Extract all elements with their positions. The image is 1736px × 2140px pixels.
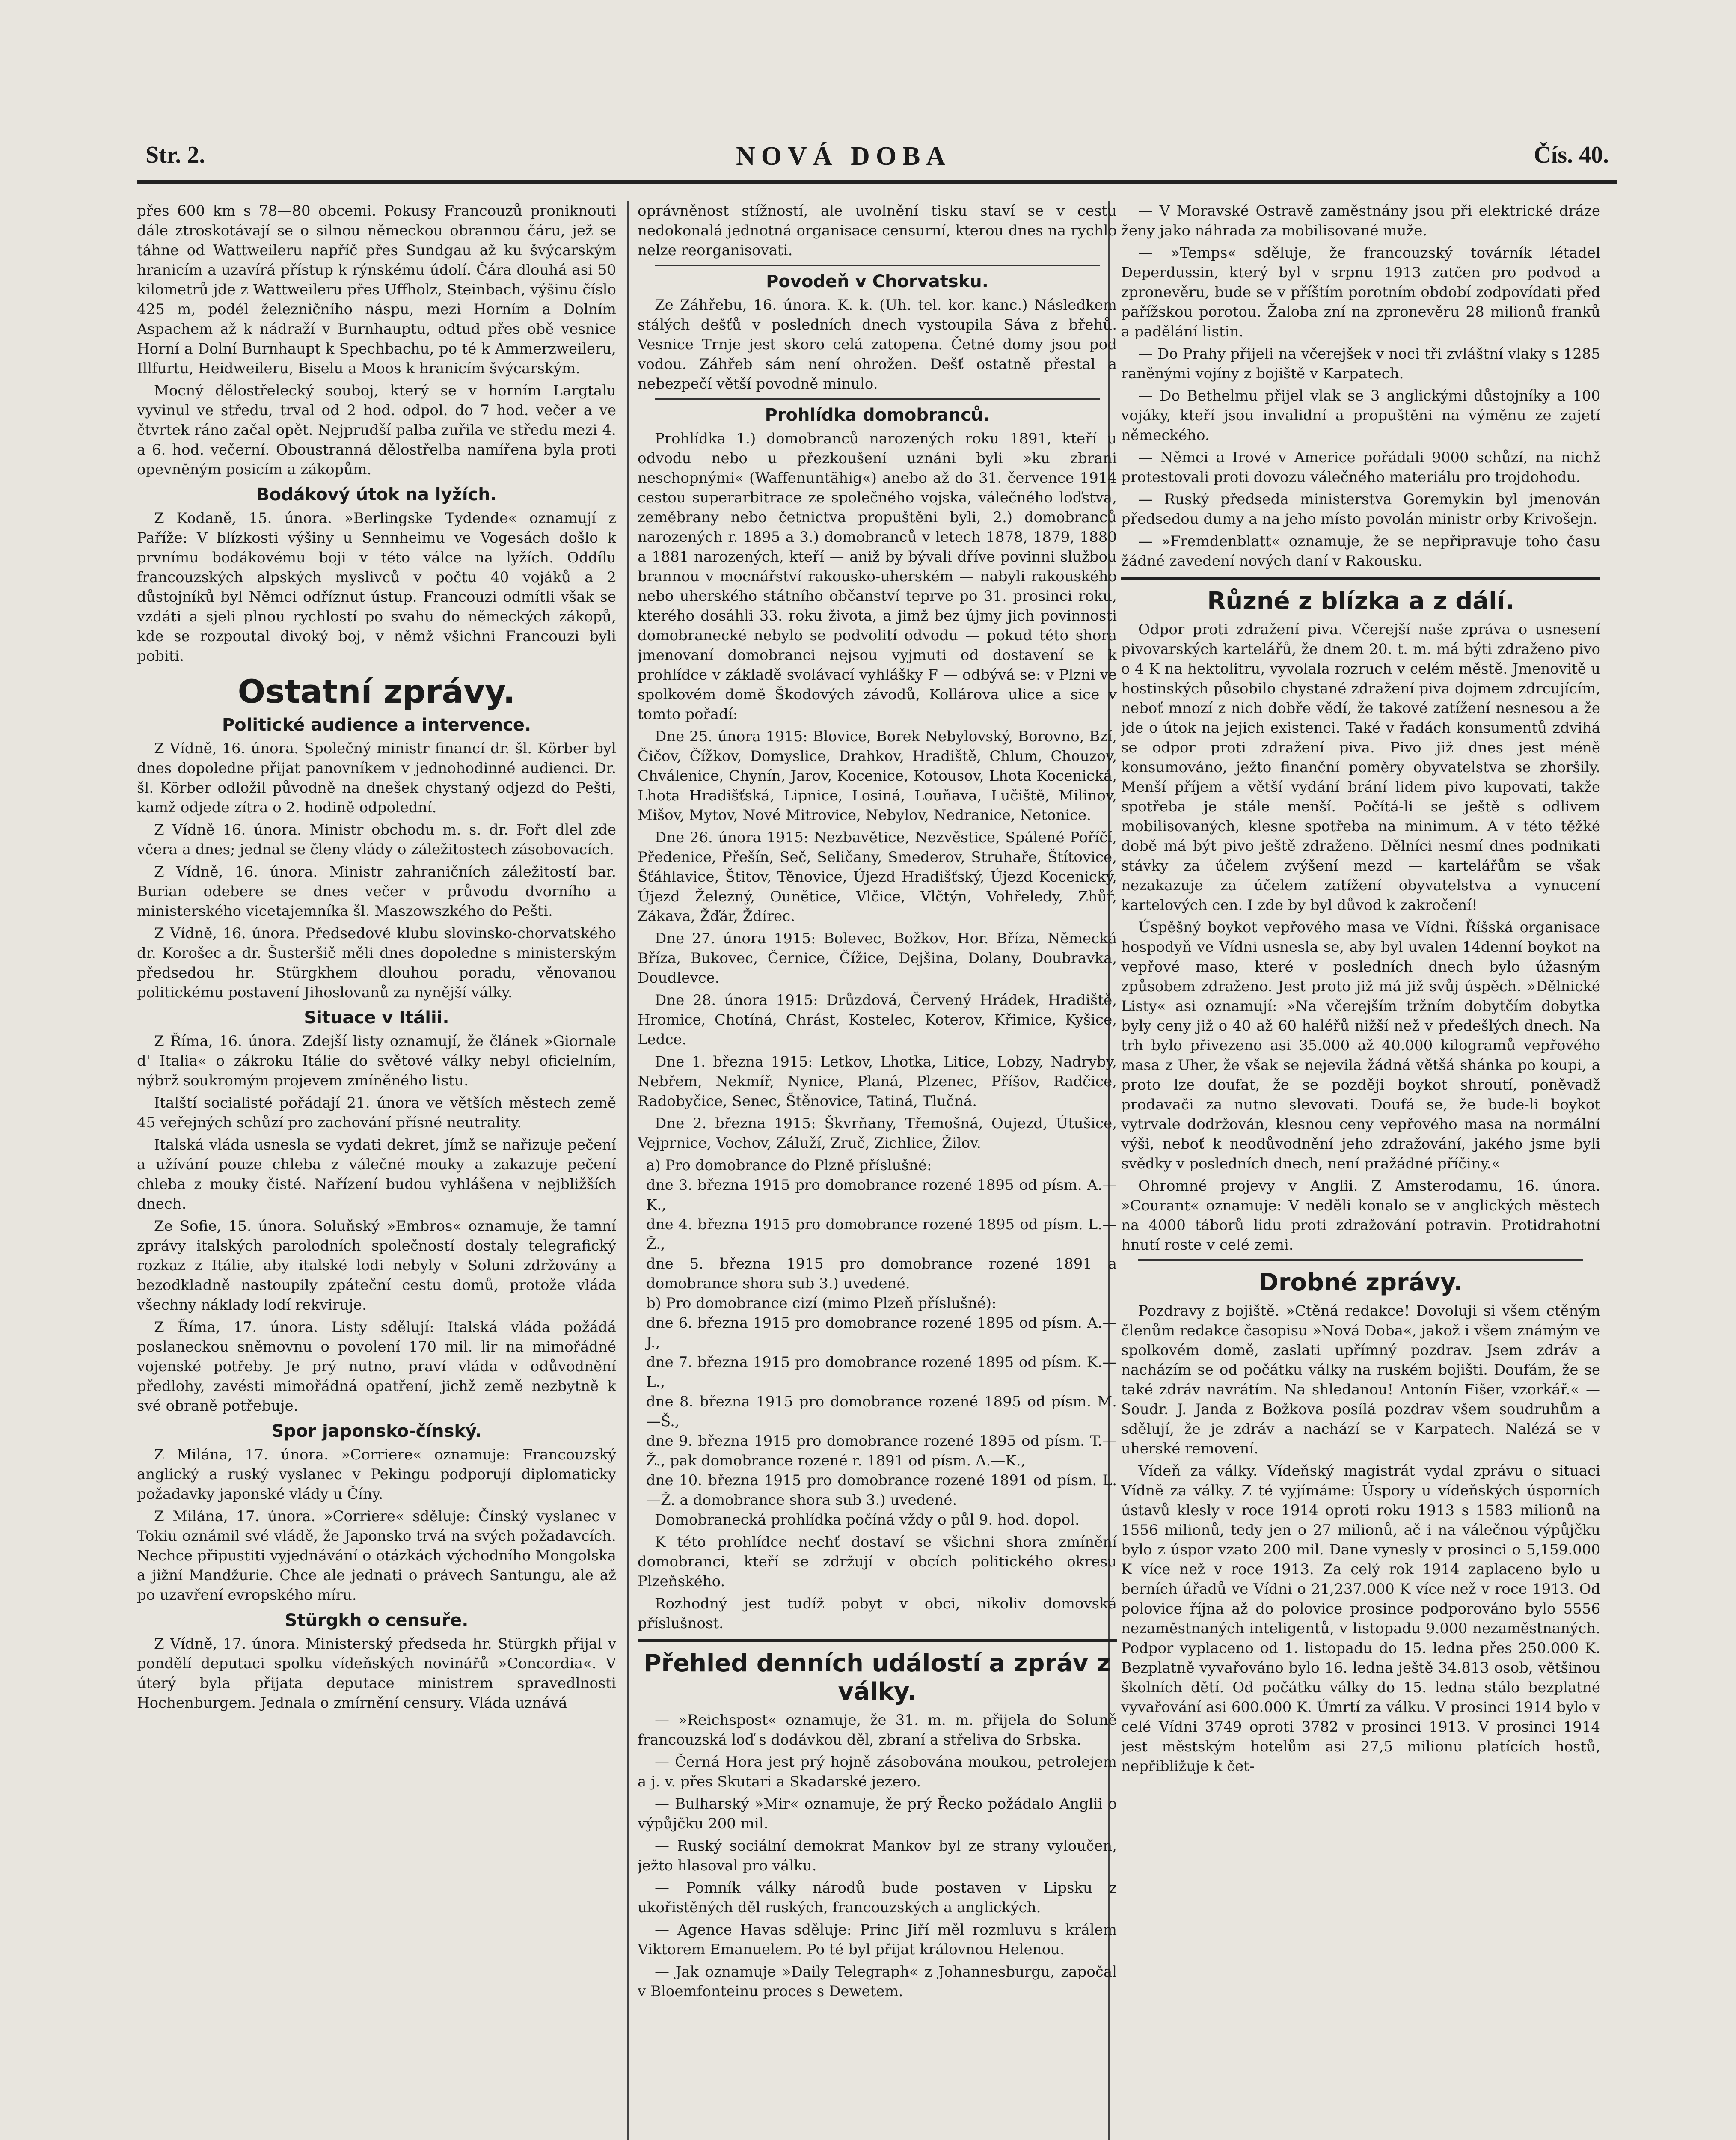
headline: Povodeň v Chorvatsku. xyxy=(766,272,988,291)
section-headline: Různé z blízka a z dálí. xyxy=(1207,587,1514,615)
headline: Politické audience a intervence. xyxy=(222,715,531,735)
list-item: b) Pro domobrance cizí (mimo Plzeň příslušné): xyxy=(646,1295,997,1312)
header-rule xyxy=(137,180,1617,184)
section-headline: Drobné zprávy. xyxy=(1258,1269,1463,1296)
paragraph: K této prohlídce nechť dostaví se všichni shora zmínění domobranci, kteří se zdržují v obcích politického okresu Plzeňského. xyxy=(638,1534,1117,1590)
list-item: dne 9. března 1915 pro domobrance rozené 1895 od písm. T.—Ž., pak domobrance rozené r. 1891 od písm. A.—K., xyxy=(646,1433,1117,1469)
paragraph: Italští socialisté pořádají 21. února ve větších městech země 45 veřejných schůzí pro zachování přísné neutrality. xyxy=(137,1094,616,1131)
paragraph: Úspěšný boykot vepřového masa ve Vídni. Říšská organisace hospodyň ve Vídni usnesla se, aby byl uvalen 14denní boykot na vepřové maso, které v posledních dnech bylo úžasným způsobem zdraženo. Jest proto již má již svůj úspěch. »Dělnické Listy« asi oznamují: »Na včerejším tržním dobytčím dobytka byly ceny již o 40 až 60 haléřů nižší než v předešlých dnech. Na trh bylo přivezeno asi 35.000 až 40.000 kilogramů vepřového masa z Uher, že však se nejevila žádná většá shánka po koupi, a proto lze doufat, že se později boykot shroutí, poněvadž prodavači za nutno slevovati. Doufá se, že bude-li boykot vytrvale dodržován, klesnou ceny vepřového masa na normální výši, neboť k neodůvodnění jeho zdražování, jakého jsme byli svědky v posledních dnech, není pražádné příčiny.« xyxy=(1121,919,1600,1172)
divider xyxy=(1138,1259,1583,1261)
paragraph: přes 600 km s 78—80 obcemi. Pokusy Francouzů proniknouti dále ztroskotávají se o silnou německou obrannou čáru, jež se táhne od Wattweileru napříč přes Sundgau až ku švýcarským hranicím a uzavírá přístup k rýnskému údolí. Čára dlouhá asi 50 kilometrů jde z Wattweileru přes Uffholz, Steinbach, výšinu číslo 425 m, podél železničního náspu, mezi Horním a Dolním Aspachem až k nádraží v Burnhauptu, odtud přes obě vesnice Horní a Dolní Burnhaupt k Spechbachu, po té k Ammerzweileru, Illfurtu, Heidweileru, Biselu a Moos k hranicím švýcarským. xyxy=(137,202,616,377)
list-item: a) Pro domobrance do Plzně příslušné: xyxy=(646,1157,932,1174)
paragraph: Z Milána, 17. února. »Corriere« sděluje: Čínský vyslanec v Tokiu oznámil své vládě, že Japonsko trvá na svých požadavcích. Nechce připustiti vyjednávání o otázkách východního Mongolska a jižní Mandžurie. Chce ale jednati o právech Santungu, ale až po uzavření evropského míru. xyxy=(137,1508,616,1604)
paragraph: Rozhodný jest tudíž pobyt v obci, nikoliv domovská příslušnost. xyxy=(638,1595,1117,1632)
divider xyxy=(655,265,1100,266)
paragraph: — »Temps« sděluje, že francouzský továrník létadel Deperdussin, který byl v srpnu 1913 zatčen pro podvod a zpronevěru, bude se v příštím porotním období zodpovídati před pařížskou porotou. Žaloba zní na zpronevěru 28 milionů franků a padělání listin. xyxy=(1121,244,1600,340)
list-item: dne 10. března 1915 pro domobrance rozené 1891 od písm. L.—Ž. a domobrance shora sub 3.) uvedené. xyxy=(646,1472,1117,1509)
headline: Prohlídka domobranců. xyxy=(765,405,990,425)
paragraph: Dne 27. února 1915: Bolevec, Božkov, Hor. Bříza, Německá Bříza, Bukovec, Černice, Čížice, Dejšina, Dolany, Doubravka, Doudlevce. xyxy=(638,930,1117,987)
headline: Spor japonsko-čínský. xyxy=(271,1421,482,1441)
paragraph: Dne 1. března 1915: Letkov, Lhotka, Litice, Lobzy, Nadryby, Nebřem, Nekmíř, Nynice, Planá, Plzenec, Příšov, Radčice, Radobyčice, Senec, Štěnovice, Tatiná, Tlučná. xyxy=(638,1053,1117,1110)
list-item: dne 3. března 1915 pro domobrance rozené 1895 od písm. A.—K., xyxy=(646,1177,1117,1213)
section-headline: Ostatní zprávy. xyxy=(237,672,516,710)
paragraph: — V Moravské Ostravě zaměstnány jsou při elektrické dráze ženy jako náhrada za mobilisované muže. xyxy=(1121,202,1600,239)
column-1 xyxy=(137,201,616,2140)
page-number: Str. 2. xyxy=(145,142,205,168)
paragraph: — Němci a Irové v Americe pořádali 9000 schůzí, na nichž protestovali proti dovozu válečného materiálu pro trojdohodu. xyxy=(1121,449,1600,486)
column-divider xyxy=(627,201,629,2140)
newspaper-title: NOVÁ DOBA xyxy=(736,142,952,171)
paragraph: — Jak oznamuje »Daily Telegraph« z Johannesburgu, započal v Bloemfonteinu proces s Dewetem. xyxy=(638,1963,1117,2000)
paragraph: — »Reichspost« oznamuje, že 31. m. m. přijela do Soluně francouzská loď s dodávkou děl, zbraní a střeliva do Srbska. xyxy=(638,1712,1117,1748)
paragraph: Dne 25. února 1915: Blovice, Borek Nebylovský, Borovno, Bzí, Čičov, Čížkov, Domyslice, Drahkov, Hradiště, Chlum, Chouzov, Chválenice, Chynín, Jarov, Kocenice, Kotousov, Lhota Kocenická, Lhota Hradišťská, Lipnice, Losiná, Louňava, Lučiště, Milinov, Mišov, Mytov, Nové Mitrovice, Nebylov, Nedranice, Netonice. xyxy=(638,728,1117,824)
paragraph: — Pomník války národů bude postaven v Lipsku z ukořistěných děl ruských, francouzských a anglických. xyxy=(638,1879,1117,1916)
paragraph: Ze Sofie, 15. února. Soluňský »Embros« oznamuje, že tamní zprávy italských parolodních společností dostaly telegrafický rozkaz z Itálie, aby italské lodi nebyly v Soluni zdržovány a bezodkladně nastoupily zpáteční cestu domů, protože vláda všechny náklady lodí rekviruje. xyxy=(137,1218,616,1314)
paragraph: Z Vídně, 16. února. Ministr zahraničních záležitostí bar. Burian odebere se dnes večer v průvodu dvorního a ministerského vicetajemníka šl. Maszowszkého do Pešti. xyxy=(137,863,616,920)
paragraph: Odpor proti zdražení piva. Včerejší naše zpráva o usnesení pivovarských kartelářů, že dnem 20. t. m. má býti zdraženo pivo o 4 K na hektolitru, vyvolala rozruch v celém městě. Jmenovitě u hostinských působilo chystané zdražení piva dojmem zdrcujícím, neboť mnozí z nich dobře vědí, že takové zatížení nesnesou a že jde o útok na jejich existenci. Také v řadách konsumentů zdvihá se odpor proti zdražení piva. Pivo již dnes jest méně konsumováno, ježto finanční poměry obyvatelstva se zhoršily. Menší příjem a větší vydání brání lidem pivo kupovati, takže spotřeba je stále menší. Počítá-li se ještě s odlivem mobilisovaných, klesne spotřeba na minimum. A v této těžké době má být pivo ještě zdraženo. Dělníci nesmí dnes podnikati stávky za účelem zvýšení mezd — kartelářům se však nezakazuje za účelem zatížení obyvatelstva a vynucení kartelových cen. I zde by byl důvod k zakročení! xyxy=(1121,621,1600,914)
paragraph: — Do Bethelmu přijel vlak se 3 anglickými důstojníky a 100 vojáky, kteří jsou invalidní a propuštěni na výměnu ze zajetí německého. xyxy=(1121,387,1600,444)
headline: Bodákový útok na lyžích. xyxy=(256,485,497,505)
paragraph: — Černá Hora jest prý hojně zásobována moukou, petrolejem a j. v. přes Skutari a Skadarské jezero. xyxy=(638,1754,1117,1790)
paragraph: Italská vláda usnesla se vydati dekret, jímž se nařizuje pečení a užívání pouze chleba z válečné mouky a zakazuje pečení chleba z mouky čisté. Nařízení budou vyhlášena v nejbližších dnech. xyxy=(137,1136,616,1213)
schedule-list xyxy=(638,1156,1117,1510)
paragraph: Dne 26. února 1915: Nezbavětice, Nezvěstice, Spálené Poříčí, Předenice, Přešín, Seč, Seličany, Smederov, Struhaře, Štítovice, Šťáhlavice, Štitov, Těnovice, Újezd Hradišťský, Újezd Kocenický, Újezd Železný, Ouněticе, Vlčice, Vlčtýn, Vohřeledy, Zhůř, Zákava, Žďár, Ždírec. xyxy=(638,829,1117,925)
headline: Stürgkh o censuře. xyxy=(285,1611,469,1630)
column-3 xyxy=(1121,201,1600,2140)
paragraph: Z Kodaně, 15. února. »Berlingske Tydende« oznamují z Paříže: V blízkosti výšiny u Sennheimu ve Vogesách došlo k prvnímu bodákovému boji v této válce na lyžích. Oddílu francouzských alpských myslivců v počtu 40 vojáků a 2 důstojníků byl Němci odříznut ústup. Francouzi odmítli však se vzdáti a sjeli plnou rychlostí po svahu do německých zákopů, kde se rozpoutal divoký boj, v němž všichni Francouzi byli pobiti. xyxy=(137,510,616,665)
divider xyxy=(638,1639,1117,1642)
paragraph: Dne 28. února 1915: Drůzdová, Červený Hrádek, Hradiště, Hromice, Chotíná, Chrást, Kostelec, Koterov, Křimice, Kyšice, Ledce. xyxy=(638,992,1117,1048)
paragraph: — Agence Havas sděluje: Princ Jiří měl rozmluvu s králem Viktorem Emanuelem. Po té byl přijat královnou Helenou. xyxy=(638,1921,1117,1958)
paragraph: Z Milána, 17. února. »Corriere« oznamuje: Francouzský anglický a ruský vyslanec v Pekingu podporují diplomaticky požadavky japonské vlády u Číny. xyxy=(137,1446,616,1503)
list-item: dne 7. března 1915 pro domobrance rozené 1895 od písm. K.—L., xyxy=(646,1354,1117,1391)
headline: Situace v Itálii. xyxy=(304,1008,449,1028)
list-item: dne 5. března 1915 pro domobrance rozené 1891 a domobrance shora sub 3.) uvedené. xyxy=(646,1255,1117,1292)
divider xyxy=(655,398,1100,400)
paragraph: Prohlídka 1.) domobranců narozených roku 1891, kteří u odvodu nebo u přezkoušení uznáni byli »ku zbrani neschopnými« (Waffenuntähig«) anebo až do 31. července 1914 cestou superarbitrace ze společného vojska, válečného loďstva, zeměbrany nebo četnictva propuštěni byli, 2.) domobranců narozených r. 1895 a 3.) domobranců v letech 1878, 1879, 1880 a 1881 narozených, kteří — aniž by bývali dříve povinni službou brannou v mocnářství rakousko-uherském — nabyli rakouského nebo uherského státního občanství teprve po 31. prosinci roku, kterého dosáhli 33. roku života, a jimž bez újmy jich povinnosti domobranecké nebylo se podvolití odvodu — pokud této shora jmenovaní domobranci nejsou vyjmuti od dostavení se k prohlídce v základě svolávací vyhlášky F — odbývá se: v Plzni ve spolkovém domě Škodových závodů, Kollárova ulice a sice v tomto pořadí: xyxy=(638,430,1117,723)
divider xyxy=(1121,577,1600,580)
paragraph: Z Vídně 16. února. Ministr obchodu m. s. dr. Fořt dlel zde včera a dnes; jednal se členy vlády o záležitostech zásobovacích. xyxy=(137,821,616,858)
issue-number: Čís. 40. xyxy=(1534,142,1609,168)
paragraph: — Ruský sociální demokrat Mankov byl ze strany vyloučen, ježto hlasoval pro válku. xyxy=(638,1837,1117,1874)
paragraph: Z Vídně, 16. února. Společný ministr financí dr. šl. Körber byl dnes dopoledne přijat panovníkem v jednohodinné audienci. Dr. šl. Körber odložil původně na dnešek chystaný odjezd do Pešti, kamž odjede zítra o 2. hodině odpolední. xyxy=(137,740,616,816)
paragraph: Vídeň za války. Vídeňský magistrát vydal zprávu o situaci Vídně za války. Z té vyjímáme: Úspory u vídeňských úsporních ústavů klesly v roce 1914 oproti roku 1913 s 1583 milionů na 1556 milionů, tedy jen o 27 milionů, ač i na válečnou výpůjčku bylo z úspor vzato 200 mil. Dane vynesly v prosinci o 5,159.000 K více než v roce 1913. Za celý rok 1914 zaplaceno bylo u berních úřadů ve Vídni o 21,237.000 K více než v roce 1913. Od polovice října až do polovice prosince podporováno bylo 5556 nezaměstnaných inteligentů, v listopadu 9.000 nezaměstnaných. Podpor vyplaceno od 1. listopadu do 15. ledna přes 250.000 K. Bezplatně vyvařováno bylo 16. ledna ještě 34.813 osob, většinou školních dětí. Od počátku války do 15. ledna stálo bezplatné vyvařování asi 600.000 K. Úmrtí za válku. V prosinci 1914 bylo v celé Vídni 3749 oproti 3782 v prosinci 1913. V prosinci 1914 jest městským hotelům asi 27,5 milionu platících hostů, nepřibližuje k čet- xyxy=(1121,1462,1600,1775)
paragraph: Z Říma, 17. února. Listy sdělují: Italská vláda požádá poslaneckou sněmovnu o povolení 170 mil. lir na mimořádné vojenské potřeby. Je prý nutno, praví vláda v odůvodnění předlohy, zavésti mimořádná opatření, jichž země nezbytně k své obraně potřebuje. xyxy=(137,1319,616,1415)
paragraph: — Do Prahy přijeli na včerejšek v noci tři zvláštní vlaky s 1285 raněnými vojíny z bojiště v Karpatech. xyxy=(1121,345,1600,382)
paragraph: oprávněnost stížností, ale uvolnění tisku staví se v cestu nedokonalá jednotná organisace censurní, kterou dnes na rychlo nelze reorganisovati. xyxy=(638,202,1117,259)
paragraph: Ohromné projevy v Anglii. Z Amsterodamu, 16. února. »Courant« oznamuje: V neděli konalo se v anglických městech na 4000 táborů lidu proti zdražování potravin. Protidrahotní hnutí roste v celé zemi. xyxy=(1121,1177,1600,1254)
list-item: dne 6. března 1915 pro domobrance rozené 1895 od písm. A.—J., xyxy=(646,1314,1117,1351)
page-header xyxy=(145,141,1609,175)
paragraph: Pozdravy z bojiště. »Ctěná redakce! Dovoluji si všem ctěným členům redakce časopisu »Nová Doba«, jakož i všem známým ve spolkovém domě, zaslati upřímný pozdrav. Jsem zdráv a nacházím se od počátku války na ruském bojišti. Doufám, že se také zdráv navrátím. Na shledanou! Antonín Fišer, vzorkář.« — Soudr. J. Janda z Božkova posílá pozdrav všem soudruhům a sdělují, že je zdráv a nachází se v Karpatech. Nalézá se v uherské removení. xyxy=(1121,1302,1600,1457)
list-item: dne 4. března 1915 pro domobrance rozené 1895 od písm. L.—Ž., xyxy=(646,1216,1117,1253)
paragraph: Mocný dělostřelecký souboj, který se v horním Largtalu vyvinul ve středu, trval od 2 hod. odpol. do 7 hod. večer a ve čtvrtek ráno začal opět. Nejprudší palba zuřila ve středu mezi 4. a 6. hod. večerní. Oboustranná dělostřelba namířena byla proti opevněným posicím a zákopům. xyxy=(137,382,616,478)
paragraph: — Ruský předseda ministerstva Goremykin byl jmenován předsedou dumy a na jeho místo povolán ministr orby Krivošejn. xyxy=(1121,491,1600,528)
paragraph: Ze Záhřebu, 16. února. K. k. (Uh. tel. kor. kanc.) Následkem stálých dešťů v posledních dnech vystoupila Sáva z břehů. Vesnice Trnje jest skoro celá zatopena. Četné domy jsou pod vodou. Záhřeb sám není ohrožen. Dešť ostatně přestal a nebezpečí větší povodně minulo. xyxy=(638,297,1117,392)
paragraph: Domobranecká prohlídka počíná vždy o půl 9. hod. dopol. xyxy=(655,1511,1080,1528)
paragraph: — »Fremdenblatt« oznamuje, že se nepřipravuje toho času žádné zavedení nových daní v Rakousku. xyxy=(1121,533,1600,570)
paragraph: Z Říma, 16. února. Zdejší listy oznamují, že článek »Giornale d' Italia« o zákroku Itálie do světové války nebyl oficielním, nýbrž soukromým projevem zmíněného listu. xyxy=(137,1033,616,1089)
column-2 xyxy=(638,201,1117,2140)
list-item: dne 8. března 1915 pro domobrance rozené 1895 od písm. M.—Š., xyxy=(646,1393,1117,1430)
paragraph: Z Vídně, 16. února. Předsedové klubu slovinsko-chorvatského dr. Korošec a dr. Šusteršič měli dnes dopoledne s ministerským předsedou hr. Stürgkhem dlouhou poradu, věnovanou politickému postavení Jihoslovanů za nynější války. xyxy=(137,925,616,1001)
paragraph: Z Vídně, 17. února. Ministerský předseda hr. Stürgkh přijal v pondělí deputaci spolku vídeňských novinářů »Concordia«. V úterý byla přijata deputace ministrem spravedlnosti Hochenburgem. Jednala o zmírnění censury. Vláda uznává xyxy=(137,1635,616,1712)
section-headline: Přehled denních událostí a zpráv z války. xyxy=(644,1650,1111,1706)
paragraph: — Bulharský »Mir« oznamuje, že prý Řecko požádalo Anglii o výpůjčku 200 mil. xyxy=(638,1795,1117,1832)
paragraph: Dne 2. března 1915: Škvrňany, Třemošná, Oujezd, Útušice, Vejprnice, Vochov, Záluží, Zruč, Zichlice, Žilov. xyxy=(638,1115,1117,1152)
